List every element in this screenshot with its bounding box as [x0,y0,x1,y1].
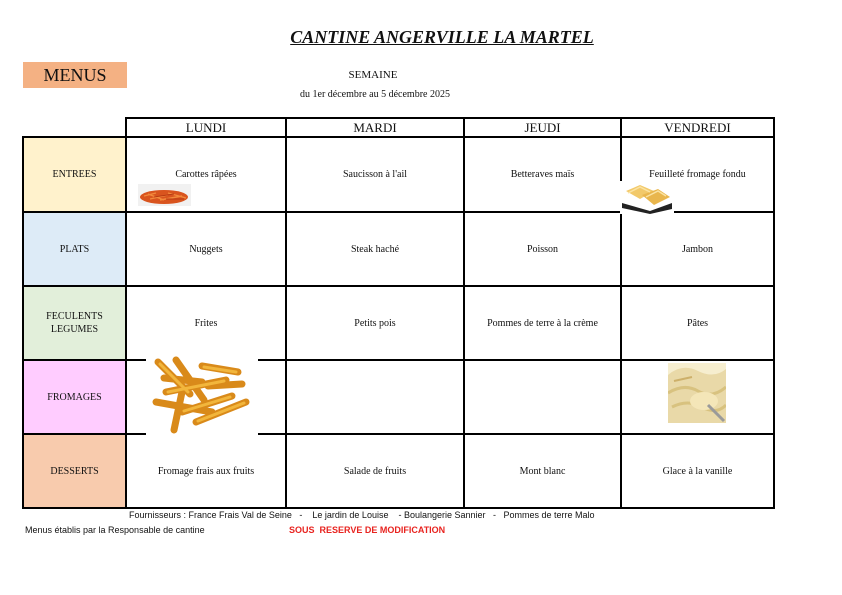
menu-cell: Carottes râpées [125,136,287,213]
row-label-entrees: ENTREES [22,136,127,213]
menu-cell: Steak haché [285,211,465,287]
fries-image [146,352,258,438]
day-header-jeudi: JEUDI [463,117,622,138]
carrots-image [138,184,191,206]
menu-cell [463,359,622,435]
menu-cell: Salade de fruits [285,433,465,509]
menu-cell: Mont blanc [463,433,622,509]
made-by-line: Menus établis par la Responsable de cantine [25,525,205,535]
menu-cell: Pâtes [620,285,775,361]
menu-cell: Poisson [463,211,622,287]
row-label-plats: PLATS [22,211,127,287]
suppliers-line: Fournisseurs : France Frais Val de Seine - Le jardin de Louise - Boulangerie Sannier - Pommes de terre Malo [129,510,595,520]
day-header-mardi: MARDI [285,117,465,138]
reserve-notice: SOUS RESERVE DE MODIFICATION [289,525,446,535]
menu-cell: Fromage frais aux fruits [125,433,287,509]
puff-pastry-image [620,181,674,214]
row-label-desserts: DESSERTS [22,433,127,509]
row-label-fromages: FROMAGES [22,359,127,435]
menu-cell: Feuilleté fromage fondu [620,136,775,213]
menu-cell: Betteraves maïs [463,136,622,213]
menu-cell: Jambon [620,211,775,287]
week-label: SEMAINE [348,69,398,81]
menu-cell: Pommes de terre à la crème [463,285,622,361]
menus-badge: MENUS [23,62,127,88]
vanilla-ice-cream-image [668,363,726,423]
menu-cell: Nuggets [125,211,287,287]
menu-cell: Petits pois [285,285,465,361]
menu-cell [285,359,465,435]
menu-cell: Saucisson à l'ail [285,136,465,213]
day-header-lundi: LUNDI [125,117,287,138]
row-label-feculents-legumes: FECULENTS LEGUMES [22,285,127,361]
menu-cell: Glace à la vanille [620,433,775,509]
day-header-vendredi: VENDREDI [620,117,775,138]
page-title: CANTINE ANGERVILLE LA MARTEL [290,27,594,47]
menu-cell: Frites [125,285,287,361]
week-dates: du 1er décembre au 5 décembre 2025 [300,89,450,100]
